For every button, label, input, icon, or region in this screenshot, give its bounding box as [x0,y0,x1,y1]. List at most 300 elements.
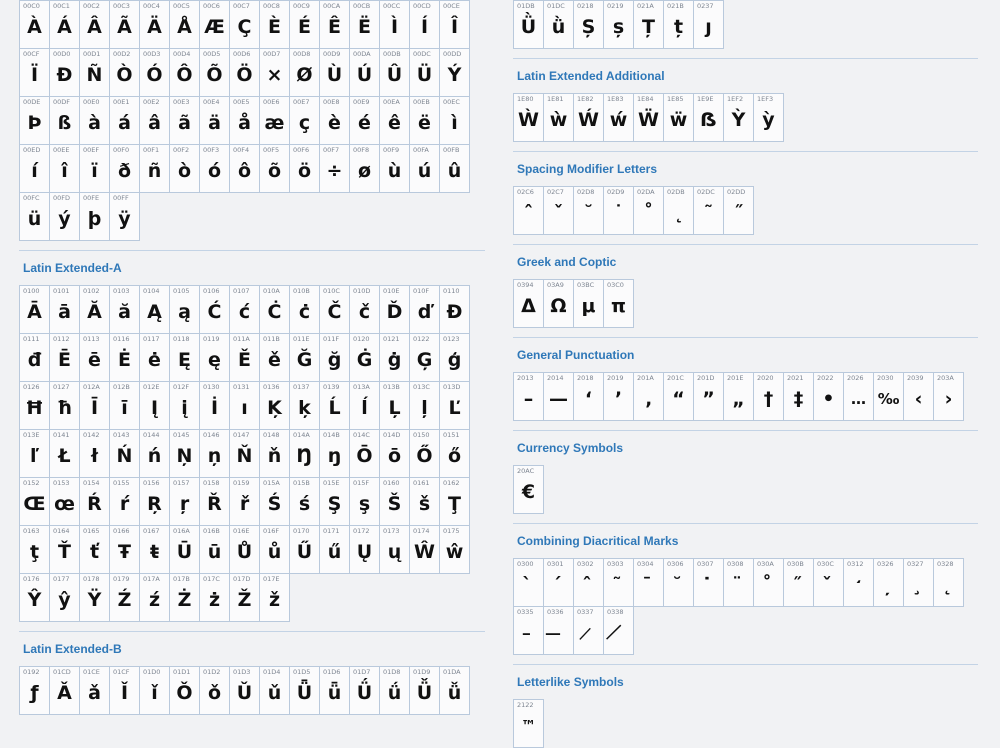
glyph-cell[interactable] [169,477,200,526]
glyph-sample: ǖ [327,682,342,704]
glyph-cell[interactable] [79,285,110,334]
glyph-cell[interactable] [319,381,350,430]
glyph-cell[interactable] [49,192,80,241]
glyph-cell[interactable] [439,381,470,430]
glyph-cell[interactable] [573,372,604,421]
glyph-cell[interactable] [19,48,50,97]
glyph-cell[interactable] [409,285,440,334]
glyph-cell[interactable] [289,525,320,574]
glyph-cell[interactable] [873,372,904,421]
glyph-cell[interactable] [723,372,754,421]
glyph-cell[interactable] [139,285,170,334]
glyph-sample: Đ [446,301,463,323]
glyph-cell[interactable] [139,0,170,49]
glyph-cell[interactable] [409,666,440,715]
glyph-cell[interactable] [199,666,230,715]
glyph-cell[interactable] [379,381,410,430]
glyph-sample: ò [177,160,192,182]
glyph-cell[interactable] [349,477,380,526]
glyph-cell[interactable] [19,573,50,622]
glyph-cell[interactable] [109,333,140,382]
glyph-cell[interactable] [289,381,320,430]
glyph-cell[interactable] [79,0,110,49]
glyph-cell[interactable] [439,144,470,193]
glyph-cell[interactable] [543,0,574,49]
glyph-cell[interactable] [603,606,634,655]
glyph-cell[interactable] [49,333,80,382]
glyph-cell[interactable] [723,558,754,607]
glyph-cell[interactable] [573,0,604,49]
glyph-sample: ø [357,160,372,182]
glyph-cell[interactable] [513,606,544,655]
glyph-cell[interactable] [513,93,544,142]
glyph-cell[interactable] [289,333,320,382]
glyph-cell[interactable] [543,606,574,655]
codepoint-label: 00E1 [113,98,130,106]
glyph-cell[interactable] [513,558,544,607]
glyph-cell[interactable] [409,333,440,382]
glyph-cell[interactable] [693,186,724,235]
glyph-cell[interactable] [379,666,410,715]
glyph-cell[interactable] [259,573,290,622]
glyph-sample: ‚ [644,388,653,410]
glyph-cell[interactable] [783,372,814,421]
glyph-cell[interactable] [199,0,230,49]
glyph-cell[interactable] [379,0,410,49]
glyph-cell[interactable] [169,96,200,145]
codepoint-label: 0218 [577,2,594,10]
glyph-cell[interactable] [439,429,470,478]
glyph-cell[interactable] [633,372,664,421]
glyph-cell[interactable] [603,372,634,421]
glyph-sample: ̊ [765,574,772,596]
glyph-sample: À [27,16,42,38]
glyph-cell[interactable] [753,372,784,421]
glyph-sample: › [944,388,953,410]
glyph-cell[interactable] [319,477,350,526]
codepoint-label: 014B [323,431,340,439]
glyph-sample: Á [57,16,72,38]
glyph-cell[interactable] [19,144,50,193]
glyph-cell[interactable] [199,144,230,193]
codepoint-label: 030A [757,560,774,568]
glyph-cell[interactable] [229,48,260,97]
glyph-sample: č [358,301,371,323]
glyph-cell[interactable] [543,279,574,328]
glyph-cell[interactable] [229,573,260,622]
glyph-cell[interactable] [169,429,200,478]
glyph-cell[interactable] [109,48,140,97]
glyph-cell[interactable] [169,48,200,97]
glyph-cell[interactable] [603,558,634,607]
glyph-cell[interactable] [169,381,200,430]
glyph-cell[interactable] [229,477,260,526]
glyph-cell[interactable] [723,93,754,142]
glyph-cell[interactable] [843,372,874,421]
glyph-cell[interactable] [513,465,544,514]
glyph-cell[interactable] [439,0,470,49]
glyph-cell[interactable] [783,558,814,607]
glyph-cell[interactable] [349,144,380,193]
codepoint-label: 0312 [847,560,864,568]
glyph-cell[interactable] [259,144,290,193]
glyph-cell[interactable] [169,144,200,193]
codepoint-label: 00FE [83,194,100,202]
glyph-cell[interactable] [49,573,80,622]
glyph-cell[interactable] [199,285,230,334]
codepoint-label: 0336 [547,608,564,616]
glyph-cell[interactable] [79,381,110,430]
glyph-cell[interactable] [379,96,410,145]
glyph-cell[interactable] [19,477,50,526]
glyph-cell[interactable] [409,144,440,193]
glyph-cell[interactable] [169,0,200,49]
glyph-cell[interactable] [139,573,170,622]
glyph-cell[interactable] [79,96,110,145]
glyph-cell[interactable] [49,429,80,478]
glyph-cell[interactable] [19,666,50,715]
glyph-cell[interactable] [109,573,140,622]
glyph-cell[interactable] [349,0,380,49]
glyph-cell[interactable] [259,333,290,382]
glyph-sample: â [148,112,161,134]
glyph-sample: Ŷ [27,589,42,611]
glyph-cell[interactable] [79,144,110,193]
glyph-cell[interactable] [199,333,230,382]
glyph-cell[interactable] [109,192,140,241]
glyph-cell[interactable] [289,429,320,478]
codepoint-label: 0178 [83,575,100,583]
glyph-cell[interactable] [79,666,110,715]
glyph-cell[interactable] [289,144,320,193]
glyph-cell[interactable] [439,48,470,97]
glyph-cell[interactable] [663,93,694,142]
glyph-cell[interactable] [109,525,140,574]
glyph-cell[interactable] [603,0,634,49]
glyph-cell[interactable] [19,0,50,49]
glyph-cell[interactable] [49,144,80,193]
glyph-cell[interactable] [409,381,440,430]
glyph-cell[interactable] [109,477,140,526]
codepoint-label: 1E83 [607,95,624,103]
codepoint-label: 201E [727,374,744,382]
glyph-cell[interactable] [903,372,934,421]
glyph-cell[interactable] [349,381,380,430]
glyph-cell[interactable] [319,48,350,97]
glyph-cell[interactable] [139,333,170,382]
glyph-cell[interactable] [513,372,544,421]
glyph-cell[interactable] [49,381,80,430]
glyph-cell[interactable] [439,525,470,574]
glyph-cell[interactable] [109,285,140,334]
glyph-cell[interactable] [49,666,80,715]
glyph-cell[interactable] [289,285,320,334]
glyph-cell[interactable] [259,48,290,97]
glyph-cell[interactable] [199,429,230,478]
glyph-cell[interactable] [933,372,964,421]
glyph-cell[interactable] [109,429,140,478]
glyph-cell[interactable] [603,186,634,235]
glyph-cell[interactable] [259,429,290,478]
glyph-cell[interactable] [409,48,440,97]
glyph-cell[interactable] [19,525,50,574]
glyph-cell[interactable] [289,96,320,145]
glyph-cell[interactable] [199,525,230,574]
glyph-sample: ˆ [523,202,534,224]
glyph-sample: Ć [207,301,222,323]
glyph-cell[interactable] [109,381,140,430]
glyph-cell[interactable] [409,0,440,49]
glyph-cell[interactable] [513,279,544,328]
glyph-cell[interactable] [19,381,50,430]
codepoint-label: 0171 [323,527,340,535]
glyph-cell[interactable] [753,93,784,142]
glyph-cell[interactable] [439,96,470,145]
glyph-cell[interactable] [633,558,664,607]
glyph-cell[interactable] [229,285,260,334]
glyph-cell[interactable] [543,372,574,421]
glyph-cell[interactable] [19,429,50,478]
glyph-cell[interactable] [379,144,410,193]
glyph-cell[interactable] [79,333,110,382]
glyph-cell[interactable] [573,558,604,607]
glyph-cell[interactable] [843,558,874,607]
glyph-cell[interactable] [229,0,260,49]
glyph-cell[interactable] [49,96,80,145]
glyph-cell[interactable] [139,429,170,478]
glyph-cell[interactable] [663,186,694,235]
codepoint-label: 01D0 [143,668,161,676]
glyph-cell[interactable] [349,285,380,334]
glyph-cell[interactable] [49,525,80,574]
glyph-cell[interactable] [229,96,260,145]
glyph-cell[interactable] [289,477,320,526]
glyph-cell[interactable] [349,429,380,478]
glyph-sample: ī [121,397,128,419]
glyph-cell[interactable] [319,96,350,145]
glyph-cell[interactable] [439,666,470,715]
glyph-cell[interactable] [259,381,290,430]
glyph-cell[interactable] [229,381,260,430]
glyph-cell[interactable] [169,333,200,382]
glyph-cell[interactable] [573,186,604,235]
codepoint-label: 00FB [443,146,460,154]
glyph-cell[interactable] [693,93,724,142]
glyph-cell[interactable] [543,186,574,235]
glyph-cell[interactable] [319,429,350,478]
glyph-cell[interactable] [49,477,80,526]
glyph-cell[interactable] [169,573,200,622]
glyph-cell[interactable] [199,573,230,622]
glyph-cell[interactable] [663,372,694,421]
glyph-cell[interactable] [903,558,934,607]
glyph-cell[interactable] [319,666,350,715]
glyph-grid [513,186,979,234]
glyph-cell[interactable] [693,372,724,421]
glyph-cell[interactable] [379,333,410,382]
codepoint-label: 0302 [577,560,594,568]
glyph-cell[interactable] [409,96,440,145]
glyph-cell[interactable] [79,525,110,574]
codepoint-label: 0301 [547,560,564,568]
glyph-cell[interactable] [259,477,290,526]
glyph-cell[interactable] [289,666,320,715]
glyph-cell[interactable] [513,699,544,748]
glyph-grid [19,285,485,621]
codepoint-label: 013D [443,383,461,391]
glyph-cell[interactable] [379,48,410,97]
glyph-cell[interactable] [753,558,784,607]
glyph-cell[interactable] [259,285,290,334]
codepoint-label: 012A [83,383,100,391]
glyph-cell[interactable] [109,0,140,49]
glyph-cell[interactable] [349,525,380,574]
glyph-cell[interactable] [259,0,290,49]
glyph-cell[interactable] [259,525,290,574]
glyph-cell[interactable] [439,477,470,526]
glyph-cell[interactable] [603,93,634,142]
glyph-cell[interactable] [139,666,170,715]
glyph-cell[interactable] [49,0,80,49]
glyph-cell[interactable] [19,96,50,145]
glyph-sample: Ŧ [118,541,131,563]
glyph-cell[interactable] [139,525,170,574]
glyph-cell[interactable] [79,48,110,97]
glyph-cell[interactable] [813,372,844,421]
glyph-cell[interactable] [109,666,140,715]
glyph-cell[interactable] [573,93,604,142]
glyph-cell[interactable] [199,477,230,526]
glyph-cell[interactable] [139,144,170,193]
glyph-cell[interactable] [663,0,694,49]
glyph-sample: ș [612,16,625,38]
glyph-cell[interactable] [349,48,380,97]
glyph-sample: Ŋ [296,445,313,467]
glyph-cell[interactable] [573,279,604,328]
glyph-cell[interactable] [349,333,380,382]
codepoint-label: 1E85 [667,95,684,103]
glyph-cell[interactable] [79,429,110,478]
glyph-cell[interactable] [319,285,350,334]
glyph-cell[interactable] [409,429,440,478]
glyph-cell[interactable] [109,96,140,145]
codepoint-label: 00E5 [233,98,250,106]
glyph-cell[interactable] [229,525,260,574]
codepoint-label: 010D [353,287,371,295]
glyph-cell[interactable] [439,285,470,334]
glyph-cell[interactable] [513,186,544,235]
glyph-cell[interactable] [349,666,380,715]
glyph-cell[interactable] [199,381,230,430]
glyph-sample: Ă [87,301,102,323]
glyph-sample: Œ [23,493,46,515]
glyph-cell[interactable] [543,558,574,607]
glyph-cell[interactable] [633,186,664,235]
glyph-sample: Δ [521,295,536,317]
glyph-cell[interactable] [199,48,230,97]
glyph-cell[interactable] [379,285,410,334]
glyph-cell[interactable] [79,573,110,622]
codepoint-label: 00EF [83,146,100,154]
glyph-cell[interactable] [259,96,290,145]
glyph-cell[interactable] [229,144,260,193]
glyph-cell[interactable] [693,558,724,607]
glyph-cell[interactable] [289,48,320,97]
glyph-cell[interactable] [663,558,694,607]
glyph-cell[interactable] [319,0,350,49]
glyph-cell[interactable] [633,93,664,142]
glyph-sample: € [521,481,536,503]
glyph-cell[interactable] [49,285,80,334]
glyph-sample: ǔ [267,682,282,704]
glyph-cell[interactable] [229,429,260,478]
glyph-cell[interactable] [633,0,664,49]
glyph-cell[interactable] [933,558,964,607]
glyph-cell[interactable] [139,96,170,145]
glyph-cell[interactable] [379,477,410,526]
glyph-cell[interactable] [169,525,200,574]
glyph-cell[interactable] [319,144,350,193]
glyph-sample: œ [54,493,75,515]
glyph-cell[interactable] [379,525,410,574]
glyph-cell[interactable] [169,666,200,715]
glyph-cell[interactable] [603,279,634,328]
glyph-cell[interactable] [139,381,170,430]
glyph-sample: ô [237,160,252,182]
glyph-cell[interactable] [573,606,604,655]
codepoint-label: 00D1 [83,50,101,58]
glyph-sample: Ÿ [87,589,102,611]
glyph-cell[interactable] [169,285,200,334]
glyph-cell[interactable] [19,333,50,382]
glyph-cell[interactable] [379,429,410,478]
glyph-cell[interactable] [49,48,80,97]
glyph-cell[interactable] [19,285,50,334]
codepoint-label: 00C3 [113,2,130,10]
glyph-cell[interactable] [229,333,260,382]
glyph-cell[interactable] [543,93,574,142]
glyph-cell[interactable] [19,192,50,241]
glyph-cell[interactable] [319,333,350,382]
glyph-cell[interactable] [259,666,290,715]
glyph-sample: è [328,112,341,134]
glyph-cell[interactable] [349,96,380,145]
glyph-cell[interactable] [199,96,230,145]
glyph-cell[interactable] [79,192,110,241]
glyph-sample: Ý [447,64,462,86]
glyph-cell[interactable] [229,666,260,715]
glyph-cell[interactable] [439,333,470,382]
glyph-cell[interactable] [319,525,350,574]
glyph-cell[interactable] [409,525,440,574]
glyph-sample: Ë [358,16,371,38]
glyph-cell[interactable] [513,0,544,49]
glyph-sample: Ņ [176,445,193,467]
glyph-cell[interactable] [79,477,110,526]
glyph-cell[interactable] [109,144,140,193]
glyph-cell[interactable] [813,558,844,607]
glyph-cell[interactable] [289,0,320,49]
glyph-sample: ū [207,541,222,563]
glyph-cell[interactable] [723,186,754,235]
glyph-cell[interactable] [409,477,440,526]
codepoint-label: 01CF [113,668,130,676]
glyph-cell[interactable] [139,48,170,97]
glyph-cell[interactable] [873,558,904,607]
glyph-cell[interactable] [693,0,724,49]
glyph-cell[interactable] [139,477,170,526]
codepoint-label: 00E4 [203,98,220,106]
